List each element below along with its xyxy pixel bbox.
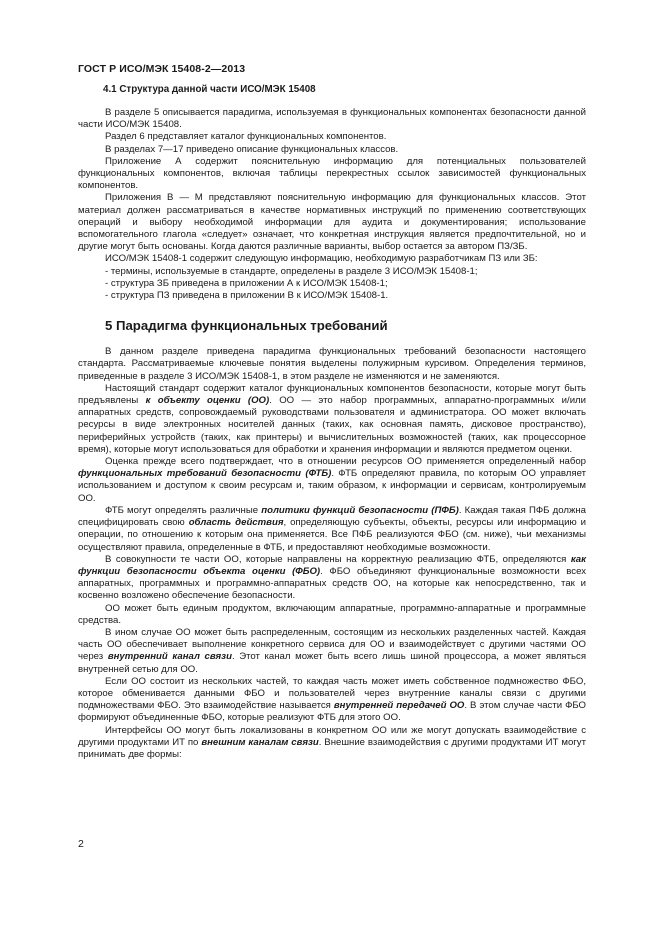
key-term: к объекту оценки (ОО) <box>145 395 270 407</box>
text-run: . ОО — это набор программных, аппаратно-программных и/или аппаратных средств, сопровождаемый руководствами пользователя и администратора. ОО может включать ресурсы в виде электронных носителей данных (таких, как основная память, дисковое пространство), периферийных устройств (таких, как принтеры) и вычислительных возможностей (таких, как процессорное время), которые могут использоваться для обработки и хранения информации и являются предметом оценки. <box>78 395 587 455</box>
text-run: В совокупности те части ОО, которые направлены на корректную реализацию ФТБ, определяются <box>105 553 571 565</box>
paragraph <box>78 456 586 505</box>
text-run: . ФТБ определяют правила, по которым ОО управляет использованием и доступом к своим ресурсам и, таким образом, к информации и сервисам, контролируемым ОО. <box>78 468 586 504</box>
paragraph <box>78 554 586 603</box>
paragraph <box>78 383 586 456</box>
paragraph: В данном разделе приведена парадигма функциональных требований безопасности настоящего стандарта. Рассматриваемые ключевые понятия выделены полужирным курсивом. Определения терминов, приведенные в разделе 3 ИСО/МЭК 15408-1, в этом разделе не изменяются и не заменяются. <box>78 346 586 382</box>
list-item: - структура ЗБ приведена в приложении А к ИСО/МЭК 15408-1; <box>105 277 388 289</box>
paragraph: Раздел 6 представляет каталог функциональных компонентов. <box>105 131 387 143</box>
text-run: . Внешние взаимодействия с другими продуктами ИТ могут принимать две формы: <box>78 736 586 760</box>
paragraph: ИСО/МЭК 15408-1 содержит следующую информацию, необходимую разработчикам ПЗ или ЗБ: <box>105 253 538 265</box>
key-term: функциональных требований безопасности (ФТБ) <box>78 468 332 480</box>
paragraph <box>78 676 586 725</box>
text-run: , определяющую субъекты, объекты, ресурсы или информацию и операции, по отношению к которым она применяется. Все ПФБ реализуются ФБО (см. ниже), чьи механизмы осуществляют правила, определенные в ФТБ, и предоставляют необходимые возможности. <box>78 517 586 553</box>
text-run: Если ОО состоит из нескольких частей, то каждая часть может иметь собственное подмножество ФБО, которое обменивается данными ФБО и пользователей через внутренние каналы связи с другими подмножествами ФБО. Это взаимодействие называется <box>78 675 586 712</box>
text-run: . Каждая такая ПФБ должна специфицировать свою <box>78 504 586 529</box>
reference-list <box>78 266 586 303</box>
paragraph: ОО может быть единым продуктом, включающим аппаратные, программно-аппаратные и программные средства. <box>78 602 586 626</box>
page-number: 2 <box>78 838 84 850</box>
text-run: . ФБО объединяют функциональные возможности всех аппаратных, программных и программно-аппаратных средств ОО, на которые как непосредственно, так и косвенно возложено обеспечение безопасности. <box>78 565 587 602</box>
text-run: ФТБ могут определять различные <box>105 504 262 516</box>
paragraph: В разделе 5 описывается парадигма, используемая в функциональных компонентах безопасности данной части ИСО/МЭК 15408. <box>78 107 586 131</box>
paragraph: Приложения В — М представляют пояснительную информацию для функциональных классов. Этот материал должен рассматриваться в качестве нормативных инструкций по применению соответствующих операций и выбору необходимой информации для аудита и документирования; использование вспомогательного глагола «следует» означает, что конкретная инструкция является предпочтительной, но и другие могут быть основаны. Когда даются различные варианты, выбор остается за автором ПЗ/ЗБ. <box>78 192 586 253</box>
text-run: Настоящий стандарт содержит каталог функциональных компонентов безопасности, которые могут быть предъявлены <box>78 382 586 407</box>
paragraph: В разделах 7—17 приведено описание функциональных классов. <box>105 143 399 155</box>
text-run: Оценка прежде всего подтверждает, что в отношении ресурсов ОО применяется определенный набор <box>105 456 586 468</box>
text-run: В ином случае ОО может быть распределенным, состоящим из нескольких разделенных частей. Каждая часть ОО обеспечивает выполнение конкретного сервиса для ОО и взаимодействует с другими частями ОО через <box>78 626 586 663</box>
text-run: . В этом случае части ФБО формируют объединенные ФБО, которые реализуют ФТБ для этого ОО. <box>78 700 587 724</box>
list-item: - структура ПЗ приведена в приложении В к ИСО/МЭК 15408-1. <box>105 290 389 302</box>
subsection-heading: 4.1 Структура данной части ИСО/МЭК 15408 <box>103 84 316 95</box>
document-body <box>78 84 586 761</box>
key-term: внешним каналам связи <box>201 736 319 748</box>
key-term: область действия <box>188 517 284 529</box>
key-term: внутренний канал связи <box>107 651 232 663</box>
text-run: . Этот канал может быть всего лишь шиной процессора, а может являться внутренней сетью для ОО. <box>78 651 587 675</box>
key-term: как функции безопасности объекта оценки (ФБО) <box>78 553 586 577</box>
key-term: политики функций безопасности (ПФБ) <box>261 504 459 516</box>
section-heading: 5 Парадигма функциональных требований <box>105 318 388 334</box>
text-run: Интерфейсы ОО могут быть локализованы в конкретном ОО или же могут допускать взаимодействие с другими продуктами ИТ по <box>78 724 586 748</box>
paragraph <box>78 505 586 554</box>
paragraph: Приложение А содержит пояснительную информацию для потенциальных пользователей функциональных компонентов, включая таблицы перекрестных ссылок зависимостей функциональных компонентов. <box>78 155 586 192</box>
paragraph <box>78 627 586 676</box>
document-header: ГОСТ Р ИСО/МЭК 15408-2—2013 <box>78 63 246 75</box>
paragraph <box>78 725 586 762</box>
list-item: - термины, используемые в стандарте, определены в разделе 3 ИСО/МЭК 15408-1; <box>105 265 478 277</box>
key-term: внутренней передачей ОО <box>333 700 465 712</box>
